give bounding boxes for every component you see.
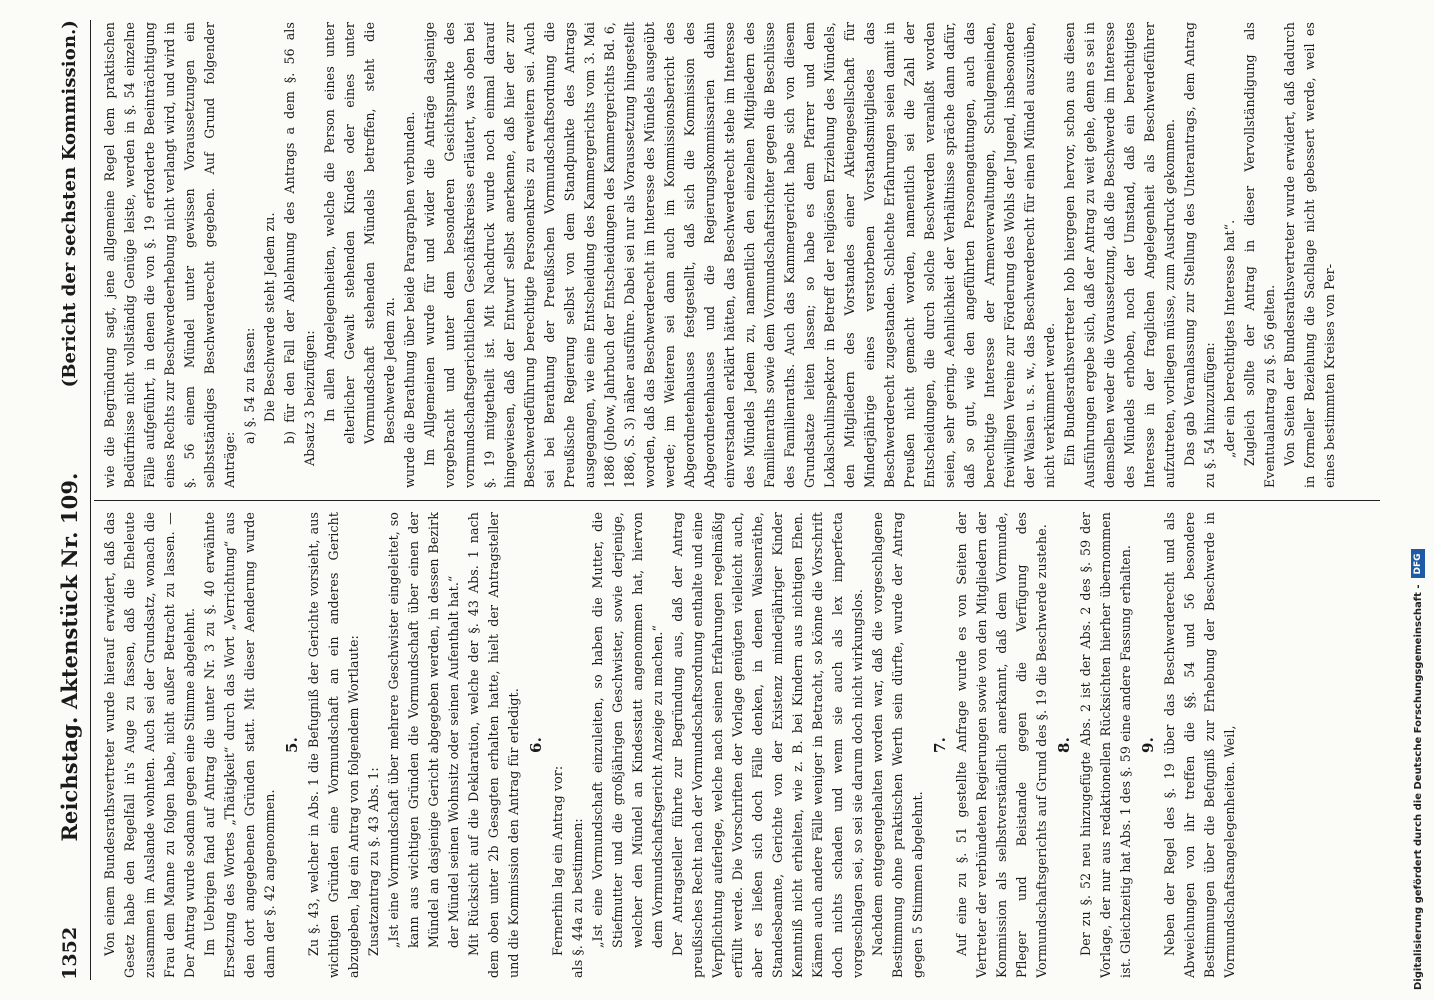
paragraph: Mit Rücksicht auf die Deklaration, welche der §. 43 Abs. 1 nach dem oben unter 2b Gesagten erhalten hatte, hielt der Antragsteller und die Kommission den Antrag für erledigt. bbox=[466, 512, 521, 978]
quoted-motion: „Ist eine Vormundschaft über mehrere Geschwister eingeleitet, so kann aus wichtigen Gründen die Vormundschaft über einen der Mündel an dasjenige Gericht abgegeben werden, in dessen Bezirk der Mündel seinen Wohnsitz oder seinen Aufenthalt hat.“ bbox=[386, 512, 461, 948]
dfg-logo: DFG bbox=[1411, 549, 1425, 578]
page-header bbox=[56, 20, 84, 980]
header-rule bbox=[90, 20, 91, 980]
paragraph: wie die Begründung sagt, jene allgemeine Regel dem praktischen Bedürfnisse nicht vollständig Genüge leiste, werden in §. 54 einzelne Fälle aufgeführt, in denen die von §. 19 erforderte Beeinträchtigung eines Rechts zur Beschwerdeerhebung nicht verlangt wird, und wird in §. 56 einem Mündel unter gewissen Voraussetzungen ein selbstständiges Beschwerderecht gegeben. Auf Grund folgender Anträge: bbox=[102, 22, 237, 488]
section-number: 9. bbox=[1139, 737, 1157, 753]
paragraph: als §. 44a zu bestimmen: bbox=[570, 818, 585, 978]
paragraph: Der Antragsteller führte zur Begründung aus, daß der Antrag preußisches Recht nach der Vormundschaftsordnung enthalte und eine Verpflichtung auferlege, welche nach seinen Erfahrungen regelmäßig erfüllt werde. Die Vorschriften der Vorlage genügten vielleicht auch, aber es ließen sich doch Fälle denken, in denen Waisenräthe, Standesbeamte, Gerichte von der Existenz minderjähriger Kinder Kenntniß nicht erhielten, wie z. B. bei Kindern aus nichtigen Ehen. Kämen auch andere Fälle weniger in Betracht, so könne die Vorschrift doch nichts schaden und wenn sie auch als lex imperfecta vorgeschlagen sei, so sei sie darum doch nicht wirkungslos. bbox=[670, 512, 865, 978]
paragraph: Im Uebrigen fand auf Antrag die unter Nr. 3 zu §. 40 erwähnte Ersetzung des Wortes „Thätigkeit“ durch das Wort „Verrichtung“ aus den dort angegebenen Gründen statt. Mit dieser Aenderung wurde dann der §. 42 angenommen. bbox=[202, 512, 277, 978]
running-head: (Bericht der sechsten Kommission.) bbox=[59, 20, 80, 388]
section-number: 8. bbox=[1055, 737, 1073, 753]
digitization-credit bbox=[1410, 10, 1426, 990]
paragraph: Im Allgemeinen wurde für und wider die Anträge dasjenige vorgebracht und unter dem besonderen Gesichtspunkte des vormundschaftsgerichtlichen Geschäftskreises erläutert, was oben bei §. 19 mitgetheilt ist. Mit Nachdruck wurde noch einmal darauf hingewiesen, daß der Entwurf selbst anerkenne, daß hier der zur Beschwerdeführung berechtigte Personenkreis zu erweitern sei. Auch sei bei Berathung der Preußischen Vormundschaftsordnung die Preußische Regierung selbst von dem Standpunkte des Antrags ausgegangen, wie eine Entscheidung des Kammergerichts vom 3. Mai 1886 (Johow, Jahrbuch der Entscheidungen des Kammergerichts Bd. 6, 1886, S. 3) näher ausführe. Dabei sei nur als Voraussetzung hingestellt worden, daß das Beschwerderecht im Interesse des Mündels ausgeübt werde; im Weiteren sei dann auch im Kommissionsbericht des Abgeordnetenhauses festgestellt, daß sich die Kommission des Abgeordnetenhauses und die Regierungskommissarien dahin einverstanden erklärt hätten, das Beschwerderecht stehe im Interesse des Mündels Jedem zu, namentlich den einzelnen Mitgliedern des Familienraths sowie dem Vormundschaftsrichter gegen die Beschlüsse des Familienraths. Auch das Kammergericht habe sich von diesem Grundsatze leiten lassen; so habe es dem Pfarrer und dem Lokalschulinspektor in Betreff der religiösen Erziehung des Mündels, den Mitgliedern des Vorstandes einer Aktiengesellschaft für Minderjährige eines verstorbenen Vorstandsmitgliedes das Beschwerderecht zugestanden. Schlechte Erfahrungen seien damit in Preußen nicht gemacht worden, namentlich sei die Zahl der Entscheidungen, die durch solche Beschwerden veranlaßt worden seien, sehr gering. Aehnlichkeit der Verhältnisse spräche dann dafür, daß so gut, wie den angeführten Personengattungen, auch das berechtigte Interesse der Armenverwaltungen, Schulgemeinden, freiwilligen Vereine zur Förderung des Wohls der Jugend, insbesondere der Waisen u. s. w., das Beschwerderecht für einen Mündel auszuüben, nicht verkümmert werde. bbox=[422, 22, 1057, 488]
right-column bbox=[100, 22, 1380, 488]
page-number: 1352 bbox=[59, 926, 81, 980]
paragraph: Das gab Veranlassung zur Stellung des Unterantrags, dem Antrag zu §. 54 hinzuzufügen: bbox=[1182, 22, 1217, 488]
left-column bbox=[100, 512, 1380, 978]
motion-text: Die Beschwerde steht Jedem zu. bbox=[262, 212, 277, 422]
credit-text: Digitalisierung gefördert durch die Deutsche Forschungsgemeinschaft - bbox=[1412, 584, 1424, 990]
paragraph: Zugleich sollte der Antrag in dieser Vervollständigung als Eventualantrag zu §. 56 gelten. bbox=[1242, 22, 1277, 488]
paragraph: wurde die Berathung über beide Paragraphen verbunden. bbox=[402, 111, 417, 488]
paragraph: Nachdem entgegengehalten worden war, daß die vorgeschlagene Bestimmung ohne praktischen Werth sein dürfte, wurde der Antrag gegen 5 Stimmen abgelehnt. bbox=[870, 512, 925, 978]
paragraph: Zu §. 43, welcher in Abs. 1 die Befugniß der Gerichte vorsieht, aus wichtigen Gründen eine Vormundschaft an ein anderes Gericht abzugeben, lag ein Antrag von folgendem Wortlaute: bbox=[306, 512, 361, 978]
rotated-document-page bbox=[50, 10, 1380, 990]
paragraph: Von Seiten der Bundesrathsvertreter wurde erwidert, daß dadurch in formeller Beziehung die Sachlage nicht gebessert werde, weil es eines bestimmten Kreises von Per- bbox=[1282, 22, 1337, 488]
document-title: Reichstag. Aktenstück Nr. 109. bbox=[57, 472, 82, 842]
paragraph: Fernerhin lag ein Antrag vor: bbox=[550, 765, 565, 956]
motion-item: a) §. 54 zu fassen: bbox=[242, 327, 257, 444]
paragraph: Von einem Bundesrathsvertreter wurde hierauf erwidert, daß das Gesetz habe den Regelfall in's Auge zu fassen, daß die Eheleute zusammen im Auslande wohnten. Auch sei der Grundsatz, wonach die Frau dem Manne zu folgen habe, nicht außer Betracht zu lassen. — Der Antrag wurde sodann gegen eine Stimme abgelehnt. bbox=[102, 512, 197, 978]
section-number: 6. bbox=[527, 737, 545, 753]
paragraph: Auf eine zu §. 51 gestellte Anfrage wurde es von Seiten der Vertreter der verbündeten Regierungen sowie von den Mitgliedern der Kommission als selbstverständlich anerkannt, daß dem Vormunde, Pfleger und Beistande gegen die Verfügung des Vormundschaftsgerichts auf Grund des §. 19 die Beschwerde zustehe. bbox=[954, 512, 1049, 978]
motion-text: In allen Angelegenheiten, welche die Person eines unter elterlicher Gewalt stehenden Kindes oder eines unter Vormundschaft stehenden Mündels betreffen, steht die Beschwerde Jedem zu. bbox=[322, 22, 397, 444]
motion-item: b) für den Fall der Ablehnung des Antrags a dem §. 56 als Absatz 3 beizufügen: bbox=[282, 22, 317, 466]
quoted-motion: „der ein berechtigtes Interesse hat“. bbox=[1222, 219, 1237, 458]
paragraph: Zusatzantrag zu §. 43 Abs. 1: bbox=[366, 767, 381, 956]
section-number: 5. bbox=[283, 737, 301, 753]
section-number: 7. bbox=[931, 737, 949, 753]
quoted-motion: „Ist eine Vormundschaft einzuleiten, so haben die Mutter, die Stiefmutter und die großjährigen Geschwister, sowie derjenige, welcher den Mündel an Kindesstatt angenommen hat, hiervon dem Vormundschaftsgericht Anzeige zu machen.“ bbox=[590, 512, 665, 948]
paragraph: Neben der Regel des §. 19 über das Beschwerderecht und als Abweichungen von ihr treffen die §§. 54 und 56 besondere Bestimmungen über die Befugniß zur Erhebung der Beschwerde in Vormundschaftsangelegenheiten. Weil, bbox=[1162, 512, 1237, 978]
column-divider bbox=[94, 500, 1380, 501]
paragraph: Ein Bundesrathsvertreter hob hiergegen hervor, schon aus diesen Ausführungen ergebe sich, daß der Antrag zu weit gehe, denn es sei in demselben weder die Voraussetzung, daß die Beschwerde im Interesse des Mündels erhoben, noch der Umstand, daß ein berechtigtes Interesse in der fraglichen Angelegenheit als Beschwerdeführer aufzutreten, vorliegen müsse, zum Ausdruck gekommen. bbox=[1062, 22, 1177, 488]
paragraph: Der zu §. 52 neu hinzugefügte Abs. 2 ist der Abs. 2 des §. 59 der Vorlage, der nur aus redaktionellen Rücksichten hierher übernommen ist. Gleichzeitig hat Abs. 1 des §. 59 eine andere Fassung erhalten. bbox=[1078, 512, 1133, 978]
